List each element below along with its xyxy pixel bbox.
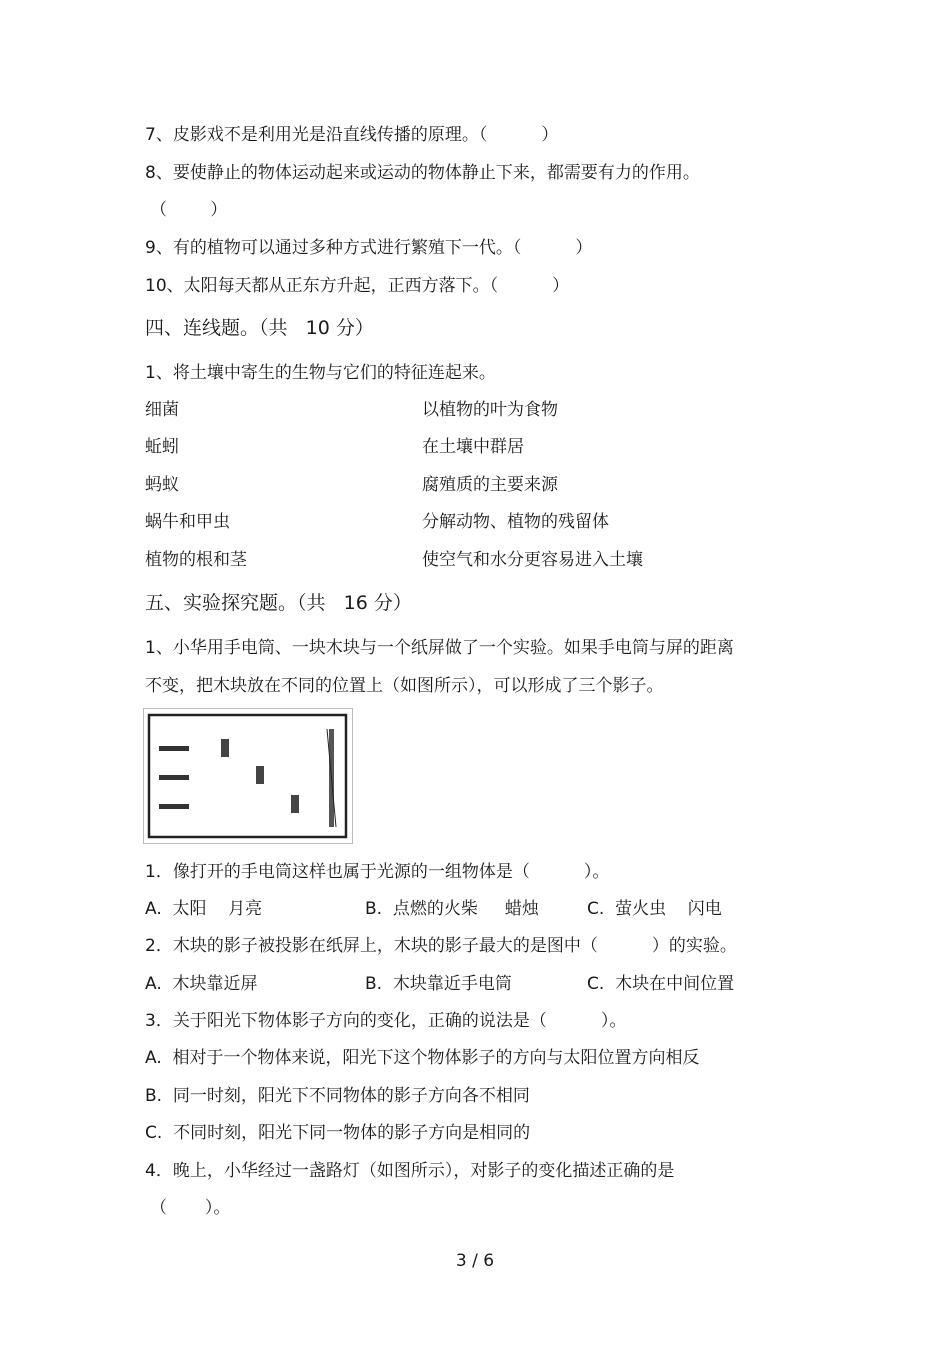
experiment-figure xyxy=(143,708,353,844)
matching-left-item: 蚯蚓 xyxy=(145,437,179,457)
judgment-item-7: 7、皮影戏不是利用光是沿直线传播的原理。（ ） xyxy=(145,125,559,145)
experiment-intro-line-1: 1、小华用手电筒、一块木块与一个纸屏做了一个实验。如果手电筒与屏的距离 xyxy=(145,638,734,658)
section-5-title: 五、实验探究题。（共 16 分） xyxy=(145,592,412,614)
option-c: C. 萤火虫 闪电 xyxy=(587,899,722,919)
matching-left-item: 植物的根和茎 xyxy=(145,550,247,570)
matching-right-item: 以植物的叶为食物 xyxy=(422,400,558,420)
wood-block-icon xyxy=(221,739,299,813)
experiment-question-4: 4．晚上，小华经过一盏路灯（如图所示），对影子的变化描述正确的是 xyxy=(145,1161,675,1181)
section-4-title: 四、连线题。（共 10 分） xyxy=(145,317,374,339)
experiment-question-2: 2．木块的影子被投影在纸屏上，木块的影子最大的是图中（ ）的实验。 xyxy=(145,936,737,956)
option-b: B. 木块靠近手电筒 xyxy=(365,974,512,994)
paper-screen-icon xyxy=(327,729,336,827)
flashlight-block-screen-diagram xyxy=(144,709,352,843)
matching-left-item: 蚂蚁 xyxy=(145,475,179,495)
matching-right-item: 分解动物、植物的残留体 xyxy=(422,512,609,532)
experiment-intro-line-2: 不变，把木块放在不同的位置上（如图所示），可以形成了三个影子。 xyxy=(145,676,664,696)
matching-left-item: 细菌 xyxy=(145,400,179,420)
matching-left-item: 蜗牛和甲虫 xyxy=(145,512,230,532)
judgment-item-10: 10、太阳每天都从正东方升起，正西方落下。（ ） xyxy=(145,276,570,296)
option-a: A. 相对于一个物体来说，阳光下这个物体影子的方向与太阳位置方向相反 xyxy=(145,1048,700,1068)
matching-right-item: 使空气和水分更容易进入土壤 xyxy=(422,550,643,570)
matching-right-item: 腐殖质的主要来源 xyxy=(422,475,558,495)
judgment-item-9: 9、有的植物可以通过多种方式进行繁殖下一代。（ ） xyxy=(145,238,593,258)
matching-right-item: 在土壤中群居 xyxy=(422,437,524,457)
option-c: C. 不同时刻，阳光下同一物体的影子方向是相同的 xyxy=(145,1123,531,1143)
option-b: B. 同一时刻，阳光下不同物体的影子方向各不相同 xyxy=(145,1086,530,1106)
option-c: C. 木块在中间位置 xyxy=(587,974,735,994)
option-a: A. 木块靠近屏 xyxy=(145,974,258,994)
option-a: A. 太阳 月亮 xyxy=(145,899,263,919)
experiment-question-4-blank: （ ）。 xyxy=(150,1198,231,1218)
flashlight-icon xyxy=(159,746,189,809)
option-b: B. 点燃的火柴 蜡烛 xyxy=(365,899,539,919)
experiment-question-3: 3．关于阳光下物体影子方向的变化，正确的说法是（ ）。 xyxy=(145,1011,627,1031)
judgment-item-8: 8、要使静止的物体运动起来或运动的物体静止下来，都需要有力的作用。 xyxy=(145,163,700,183)
matching-question: 1、将土壤中寄生的生物与它们的特征连起来。 xyxy=(145,363,496,383)
page-number: 3 / 6 xyxy=(455,1251,495,1271)
experiment-question-1: 1．像打开的手电筒这样也属于光源的一组物体是（ ）。 xyxy=(145,862,610,882)
judgment-item-8-blank: （ ） xyxy=(150,200,228,220)
